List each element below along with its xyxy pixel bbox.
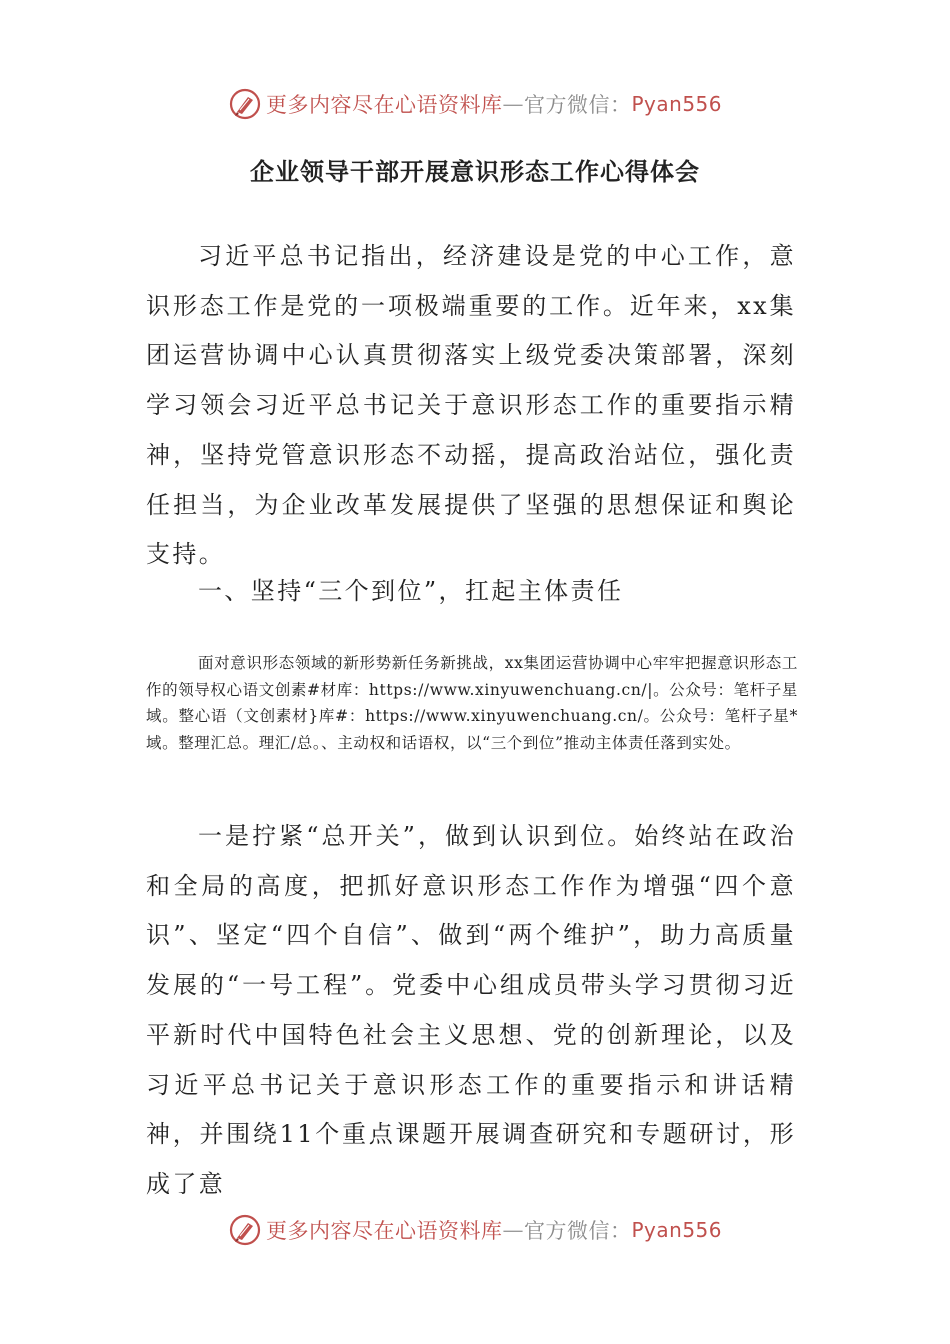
paragraph-intro: 习近平总书记指出，经济建设是党的中心工作，意识形态工作是党的一项极端重要的工作。近年来，xx集团运营协调中心认真贯彻落实上级党委决策部署，深刻学习领会习近平总书记关于意识形态工作的重要指示精神，坚持党管意识形态不动摇，提高政治站位，强化责任担当，为企业改革发展提供了坚强的思想保证和舆论支持。 — [146, 242, 796, 569]
pen-nib-logo-icon — [228, 87, 262, 121]
banner-wechat-label: 官方微信： — [523, 93, 632, 117]
header-banner — [0, 84, 950, 124]
section-heading-1: 一、坚持“三个到位”，扛起主体责任 — [198, 577, 624, 605]
pen-nib-logo-icon — [228, 1213, 262, 1247]
banner-wechat-label: 官方微信： — [523, 1219, 632, 1243]
banner-slogan: 更多内容尽在心语资料库 — [265, 93, 503, 117]
paragraph-small-print: 面对意识形态领域的新形势新任务新挑战，xx集团运营协调中心牢牢把握意识形态工作的领导权心语文创素#材库：https://www.xinyuwenchuang.cn/|。公众号：笔杆子星域。整心语（文创素材}库#：https://www.xinyuwenchuang.cn/。公众号：笔杆子星*域。整理汇总。理汇/总。、主动权和话语权，以“三个到位”推动主体责任落到实处。 — [146, 654, 798, 752]
banner-dash: — — [502, 92, 524, 116]
paragraph-point-one: 一是拧紧“总开关”，做到认识到位。始终站在政治和全局的高度，把抓好意识形态工作作为增强“四个意识”、坚定“四个自信”、做到“两个维护”，助力高质量发展的“一号工程”。党委中心组成员带头学习贯彻习近平新时代中国特色社会主义思想、党的创新理论，以及习近平总书记关于意识形态工作的重要指示和讲话精神，并围绕11个重点课题开展调查研究和专题研讨，形成了意 — [146, 822, 796, 1198]
footer-banner — [0, 1210, 950, 1250]
banner-wechat-id: Pyan556 — [631, 1218, 722, 1242]
banner-dash: — — [502, 1218, 524, 1242]
banner-wechat-id: Pyan556 — [631, 92, 722, 116]
banner-slogan: 更多内容尽在心语资料库 — [265, 1219, 503, 1243]
document-title: 企业领导干部开展意识形态工作心得体会 — [250, 157, 700, 186]
